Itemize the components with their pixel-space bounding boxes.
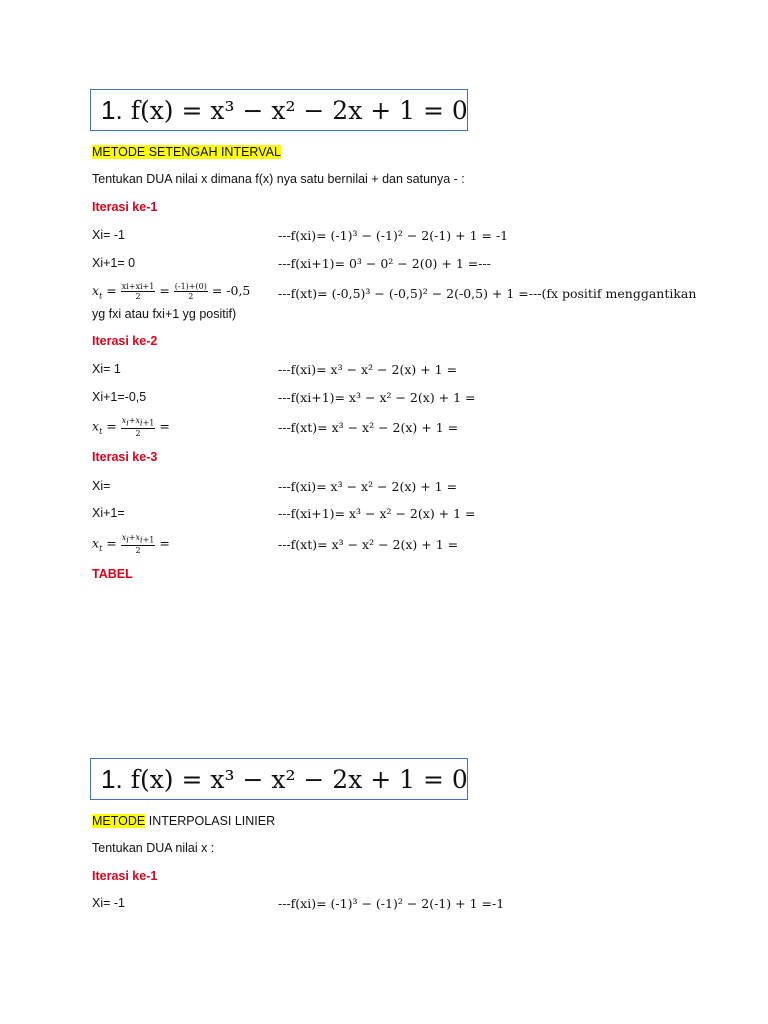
xt-formula: $x_t$ = $\frac{xi+xi+1}{2}$ = $\frac{(-1)+(0)}{2}$ = -0,5 (92, 282, 251, 301)
fxi-formula: ---f(xi)= (-1)³ − (-1)² − 2(-1) + 1 =-1 (278, 896, 505, 911)
equation-box (90, 89, 468, 131)
equation-box (90, 758, 468, 800)
iteration-heading: Iterasi ke-1 (92, 200, 158, 214)
fxi-formula: ---f(xi)= x³ − x² − 2(x) + 1 = (278, 362, 458, 377)
equation-text: f(x) = x³ − x² − 2x + 1 = 0 (130, 95, 468, 125)
xi-label: Xi= (92, 479, 111, 493)
fxi-formula: ---f(xi)= (-1)³ − (-1)² − 2(-1) + 1 = -1 (278, 228, 509, 243)
fxt-note: yg fxi atau fxi+1 yg positif) (92, 307, 237, 321)
fxt-formula: ---f(xt)= x³ − x² − 2(x) + 1 = (278, 420, 459, 435)
equation-number: 1. (101, 94, 123, 125)
fxt-formula: ---f(xt)= x³ − x² − 2(x) + 1 = (278, 537, 459, 552)
xi1-label: Xi+1= 0 (92, 256, 136, 270)
fxt-formula: ---f(xt)= (-0,5)³ − (-0,5)² − 2(-0,5) + 1 =---(fx positif menggantikan (278, 286, 697, 301)
method-word: METODE (92, 814, 146, 828)
xi-label: Xi= 1 (92, 362, 121, 376)
method-title (92, 814, 275, 828)
method-title-text: METODE SETENGAH INTERVAL (92, 145, 281, 159)
method-rest: INTERPOLASI LINIER (145, 814, 276, 828)
iteration-heading: Iterasi ke-3 (92, 450, 158, 464)
instruction: Tentukan DUA nilai x dimana f(x) nya satu bernilai + dan satunya - : (92, 172, 465, 186)
xi1-label: Xi+1=-0,5 (92, 390, 147, 404)
fxi1-formula: ---f(xi+1)= x³ − x² − 2(x) + 1 = (278, 390, 476, 405)
equation-text: f(x) = x³ − x² − 2x + 1 = 0 (130, 764, 468, 794)
method-title (92, 145, 281, 159)
equation-number: 1. (101, 763, 123, 794)
xt-formula: $x_t$ = $\frac{x_i+x_{i+1}}{2}$ = (92, 533, 170, 555)
instruction: Tentukan DUA nilai x : (92, 841, 215, 855)
xi-label: Xi= -1 (92, 228, 126, 242)
fxi-formula: ---f(xi)= x³ − x² − 2(x) + 1 = (278, 479, 458, 494)
fxi1-formula: ---f(xi+1)= 0³ − 0² − 2(0) + 1 =--- (278, 256, 491, 271)
iteration-heading: Iterasi ke-1 (92, 869, 158, 883)
iteration-heading: Iterasi ke-2 (92, 334, 158, 348)
table-heading: TABEL (92, 567, 133, 581)
xi1-label: Xi+1= (92, 506, 125, 520)
fxi1-formula: ---f(xi+1)= x³ − x² − 2(x) + 1 = (278, 506, 476, 521)
xt-formula: $x_t$ = $\frac{x_i+x_{i+1}}{2}$ = (92, 416, 170, 438)
xi-label: Xi= -1 (92, 896, 126, 910)
